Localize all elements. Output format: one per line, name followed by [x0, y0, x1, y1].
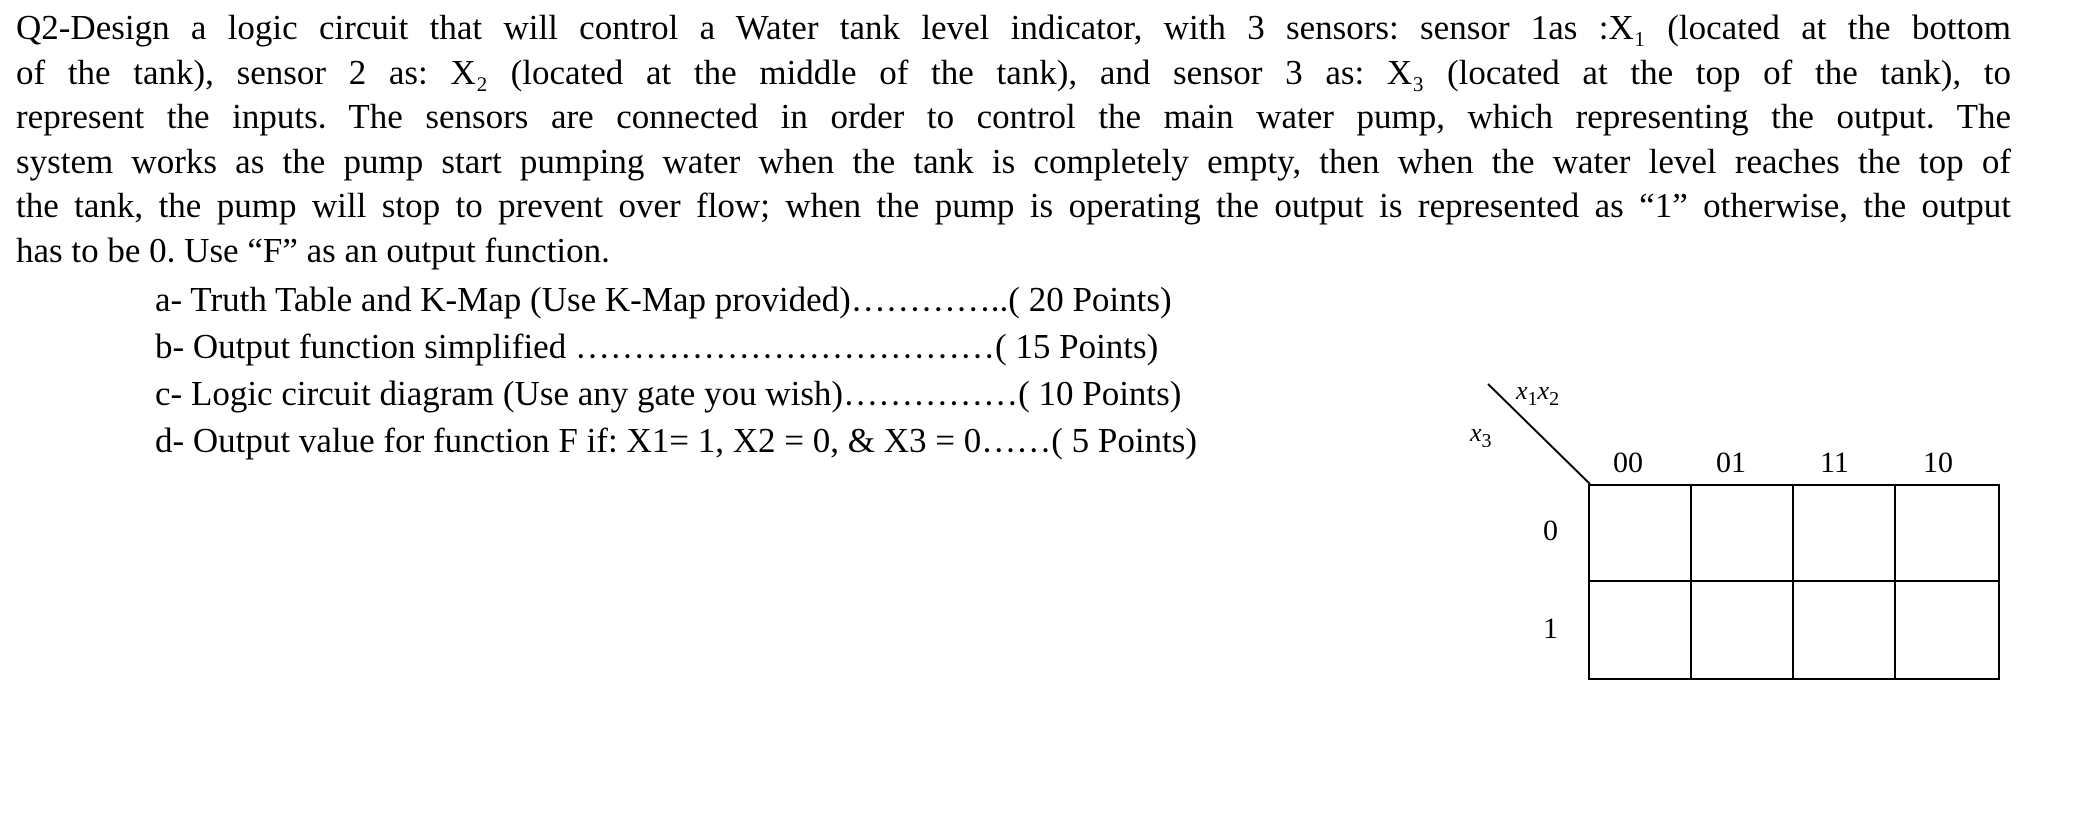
question-line: represent the inputs. The sensors are connected in order to control the main water pump, which representing the output. The	[16, 97, 2011, 136]
question-line: of the tank), sensor 2 as: X₂ (located at the middle of the tank), and sensor 3 as: X₃ (located at the top of the tank), to	[16, 52, 2011, 92]
k-map-col-header: 01	[1716, 446, 1746, 479]
question-line: has to be 0. Use “F” as an output function.	[16, 230, 610, 270]
k-map-cell[interactable]	[1896, 486, 1998, 582]
k-map	[1440, 360, 2040, 700]
k-map-row-variable: $x_3$	[1470, 418, 1492, 453]
question-line: system works as the pump start pumping water when the tank is completely empty, then when the water level reaches the top of	[16, 141, 2011, 181]
k-map-cell[interactable]	[1896, 582, 1998, 678]
k-map-col-header: 10	[1923, 446, 1953, 479]
part-c: c- Logic circuit diagram (Use any gate you wish)……………( 10 Points)	[155, 374, 1182, 413]
question-text	[16, 6, 2011, 273]
k-map-cell[interactable]	[1692, 486, 1794, 582]
part-d: d- Output value for function F if: X1= 1, X2 = 0, & X3 = 0……( 5 Points)	[155, 421, 1198, 460]
part-a: a- Truth Table and K-Map (Use K-Map provided)…………..( 20 Points)	[155, 280, 1172, 319]
k-map-row-header: 1	[1543, 612, 1558, 645]
k-map-row-header: 0	[1543, 514, 1558, 547]
part-b: b- Output function simplified ………………………………( 15 Points)	[155, 327, 1159, 366]
k-map-column-variables	[1516, 376, 1559, 411]
question-line: the tank, the pump will stop to prevent over flow; when the pump is operating the output is represented as “1” otherwise, the output	[16, 186, 2011, 225]
k-map-grid	[1588, 484, 2000, 680]
k-map-cell[interactable]	[1590, 582, 1692, 678]
k-map-cell[interactable]	[1794, 582, 1896, 678]
k-map-col-var-x1: $x_1$	[1516, 376, 1538, 411]
question-parts	[155, 276, 1197, 464]
k-map-col-header: 11	[1820, 446, 1849, 479]
k-map-cell[interactable]	[1590, 486, 1692, 582]
question-line: Q2-Design a logic circuit that will control a Water tank level indicator, with 3 sensors: sensor 1as :X₁ (located at the bottom	[16, 8, 2011, 47]
k-map-cell[interactable]	[1692, 582, 1794, 678]
k-map-col-var-x2: $x_2$	[1537, 376, 1560, 411]
k-map-col-header: 00	[1613, 446, 1643, 479]
k-map-cell[interactable]	[1794, 486, 1896, 582]
